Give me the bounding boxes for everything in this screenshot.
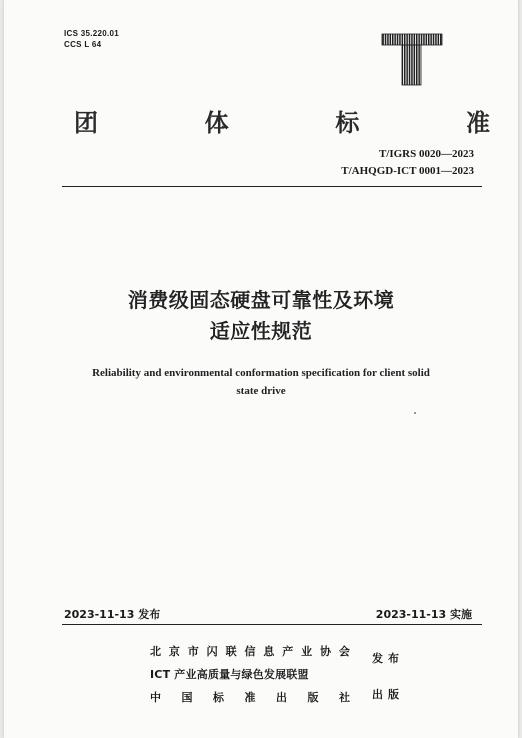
issuer-char: 市 (187, 645, 199, 658)
issuer-char: 协 (320, 645, 332, 658)
issuer-igrs (150, 640, 350, 663)
issuer-char: 京 (168, 645, 180, 658)
heading-char: 体 (204, 109, 229, 137)
issue-date: 2023-11-13 发布 (64, 608, 161, 621)
heading-char: 标 (335, 109, 360, 137)
printer-char: 中 (150, 691, 161, 704)
printer-char: 标 (213, 691, 224, 704)
issuer-char: 息 (263, 645, 275, 658)
issuer-char: 业 (301, 645, 313, 658)
printer-char: 准 (244, 691, 256, 704)
english-title (4, 364, 518, 400)
issuer-char: 闪 (206, 645, 218, 658)
issuer-char: 信 (244, 645, 256, 658)
standard-cover-page (4, 0, 518, 738)
issuer-char: 联 (225, 645, 237, 658)
standard-number-secondary: T/AHQGD-ICT 0001—2023 (341, 165, 474, 177)
bottom-divider (62, 624, 482, 625)
implementation-date: 2023-11-13 实施 (375, 608, 472, 621)
printer-char: 版 (307, 691, 319, 704)
printer-char: 社 (339, 691, 350, 704)
printer-char: 出 (276, 691, 287, 704)
issue-role-label: 发布 (372, 652, 404, 665)
standard-number-primary: T/IGRS 0020—2023 (378, 148, 474, 160)
standard-numbers (341, 146, 474, 180)
issuer-char: 产 (282, 645, 294, 658)
printer-name (150, 686, 350, 709)
heading-char: 团 (74, 109, 98, 137)
scan-speck (414, 412, 416, 414)
classification-codes (64, 28, 119, 50)
ccs-code: CCS L 64 (64, 40, 102, 49)
chinese-title-line-1: 消费级固态硬盘可靠性及环境 (127, 288, 395, 312)
issuer-char: 北 (150, 645, 161, 658)
chinese-title-line-2: 适应性规范 (209, 319, 313, 343)
ics-code: ICS 35.220.01 (64, 29, 120, 38)
issuer-char: 会 (338, 645, 350, 658)
english-title-line-1: Reliability and environmental conformation specification for client solid (92, 367, 430, 379)
publisher-block (150, 640, 350, 709)
printer-char: 国 (181, 691, 193, 704)
heading-char: 准 (465, 109, 490, 137)
english-title-line-2: state drive (236, 385, 286, 397)
top-divider (62, 186, 482, 187)
issuer-ict-alliance: ICT 产业高质量与绿色发展联盟 (150, 668, 309, 681)
standard-type-t-logo (380, 24, 444, 88)
group-standard-heading (74, 103, 490, 138)
chinese-title (4, 285, 518, 347)
print-role-label: 出版 (372, 688, 404, 701)
